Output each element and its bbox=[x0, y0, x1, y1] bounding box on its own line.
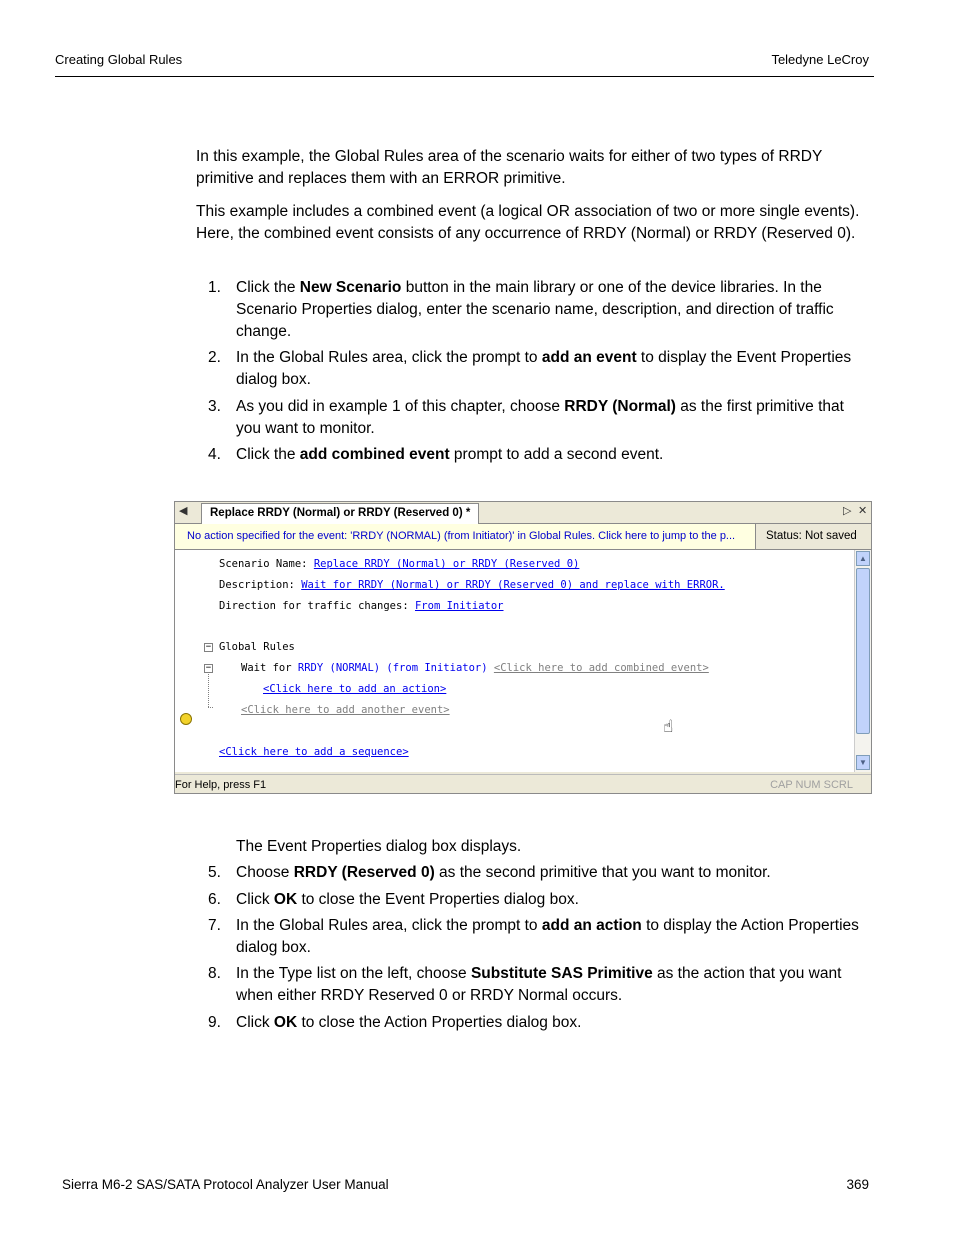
step-number: 4. bbox=[208, 446, 221, 463]
add-another-event-link[interactable]: <Click here to add another event> bbox=[241, 704, 450, 716]
step-text: In the Global Rules area, click the prompt to bbox=[236, 349, 542, 366]
global-rules-label: Global Rules bbox=[219, 641, 295, 653]
step-text: to display the Event Properties dialog box. bbox=[236, 349, 852, 388]
status-indicator: Status: Not saved bbox=[755, 524, 871, 549]
step-number: 6. bbox=[208, 891, 221, 908]
scenario-editor bbox=[175, 550, 854, 772]
event-link[interactable]: RRDY (NORMAL) (from Initiator) bbox=[297, 662, 488, 674]
tab-scroll-right-icon[interactable]: ▷ bbox=[843, 505, 852, 517]
step-text: to display the Action Properties dialog box. bbox=[236, 917, 859, 956]
step-text: Choose bbox=[236, 864, 294, 881]
step-bold: add an event bbox=[541, 349, 637, 366]
step-text: Click the bbox=[236, 446, 300, 463]
step-number: 8. bbox=[208, 965, 221, 982]
info-message-link[interactable]: No action specified for the event: 'RRDY (NORMAL) (from Initiator)' in Global Rules. Click here to jump to the p... bbox=[187, 530, 736, 542]
step-text: Click the bbox=[236, 279, 300, 296]
tab-scenario[interactable]: Replace RRDY (Normal) or RRDY (Reserved 0) * bbox=[201, 503, 479, 524]
step-7 bbox=[196, 915, 872, 959]
step-bold: OK bbox=[273, 1014, 298, 1031]
step-2 bbox=[196, 347, 872, 391]
step-bold: New Scenario bbox=[299, 279, 402, 296]
step-text: Click bbox=[236, 1014, 274, 1031]
after-caption: The Event Properties dialog box displays. bbox=[236, 838, 522, 855]
step-number: 9. bbox=[208, 1014, 221, 1031]
intro-paragraph-1: In this example, the Global Rules area of the scenario waits for either of two types of RRDY primitive and replaces them with an ERROR primitive. bbox=[196, 148, 823, 187]
scenario-name-label: Scenario Name: bbox=[219, 558, 308, 570]
step-bold: RRDY (Normal) bbox=[564, 398, 676, 415]
tab-scroll-left-icon[interactable]: ◀ bbox=[179, 505, 188, 517]
step-1 bbox=[196, 277, 872, 343]
collapse-icon[interactable]: − bbox=[205, 642, 212, 652]
statusbar-help-text: For Help, press F1 bbox=[175, 779, 267, 791]
page-number: 369 bbox=[846, 1177, 869, 1192]
step-number: 7. bbox=[208, 917, 221, 934]
scenario-editor-window bbox=[174, 501, 872, 794]
step-text: as the first primitive that you want to monitor. bbox=[236, 398, 844, 437]
step-bold: RRDY (Reserved 0) bbox=[293, 864, 435, 881]
step-text: button in the main library or one of the device libraries. In the Scenario Properties dialog, enter the scenario name, description, and direction of traffic change. bbox=[236, 279, 834, 340]
step-number: 3. bbox=[208, 398, 221, 415]
footer-title: Sierra M6-2 SAS/SATA Protocol Analyzer User Manual bbox=[62, 1177, 389, 1192]
scroll-thumb[interactable] bbox=[856, 568, 870, 734]
step-text: Click bbox=[236, 891, 274, 908]
step-text: to close the Action Properties dialog box. bbox=[297, 1014, 582, 1031]
scroll-down-icon[interactable]: ▼ bbox=[856, 755, 870, 770]
direction-label: Direction for traffic changes: bbox=[219, 600, 409, 612]
step-number: 5. bbox=[208, 864, 221, 881]
warning-bulb-icon bbox=[180, 713, 192, 725]
tree-line bbox=[208, 707, 213, 708]
direction-link[interactable]: From Initiator bbox=[414, 600, 504, 612]
wait-for-label: Wait for bbox=[241, 662, 292, 674]
step-text: As you did in example 1 of this chapter, choose bbox=[236, 398, 565, 415]
vertical-scrollbar[interactable] bbox=[854, 550, 872, 772]
page-header-left: Creating Global Rules bbox=[55, 52, 183, 67]
step-text: In the Type list on the left, choose bbox=[236, 965, 471, 982]
step-bold: add combined event bbox=[299, 446, 450, 463]
step-6 bbox=[196, 889, 872, 911]
info-bar bbox=[175, 524, 871, 550]
step-3 bbox=[196, 396, 872, 440]
add-combined-event-link[interactable]: <Click here to add combined event> bbox=[493, 662, 709, 674]
step-5 bbox=[196, 862, 872, 884]
tab-bar bbox=[175, 502, 871, 524]
description-link[interactable]: Wait for RRDY (Normal) or RRDY (Reserved 0) and replace with ERROR. bbox=[301, 579, 725, 591]
step-bold: add an action bbox=[541, 917, 642, 934]
statusbar-indicators: CAP NUM SCRL bbox=[770, 779, 853, 791]
step-bold: Substitute SAS Primitive bbox=[470, 965, 653, 982]
intro-paragraph-2: This example includes a combined event (a logical OR association of two or more single events). Here, the combined event consists of any occurrence of RRDY (Normal) or RRDY (Reserved 0). bbox=[196, 203, 860, 242]
scenario-name-link[interactable]: Replace RRDY (Normal) or RRDY (Reserved 0) bbox=[313, 558, 580, 570]
step-text: to close the Event Properties dialog box. bbox=[297, 891, 579, 908]
header-rule bbox=[55, 76, 874, 77]
step-bold: OK bbox=[273, 891, 298, 908]
step-number: 1. bbox=[208, 279, 221, 296]
close-icon[interactable]: ✕ bbox=[858, 505, 868, 517]
collapse-icon[interactable]: − bbox=[205, 663, 212, 673]
step-text: prompt to add a second event. bbox=[449, 446, 664, 463]
step-text: In the Global Rules area, click the prompt to bbox=[236, 917, 542, 934]
status-bar bbox=[175, 774, 871, 794]
step-8 bbox=[196, 963, 872, 1007]
step-4 bbox=[196, 444, 872, 466]
step-text: as the second primitive that you want to monitor. bbox=[434, 864, 771, 881]
step-number: 2. bbox=[208, 349, 221, 366]
page-header-right: Teledyne LeCroy bbox=[771, 52, 869, 67]
hand-cursor-icon: ☝ bbox=[663, 717, 674, 736]
add-sequence-link[interactable]: <Click here to add a sequence> bbox=[219, 746, 409, 758]
tree-line bbox=[208, 674, 209, 707]
add-action-link[interactable]: <Click here to add an action> bbox=[263, 683, 447, 695]
step-text: as the action that you want when either RRDY Reserved 0 or RRDY Normal occurs. bbox=[236, 965, 842, 1004]
description-label: Description: bbox=[219, 579, 295, 591]
step-9 bbox=[196, 1012, 872, 1034]
scroll-up-icon[interactable]: ▲ bbox=[856, 551, 870, 566]
